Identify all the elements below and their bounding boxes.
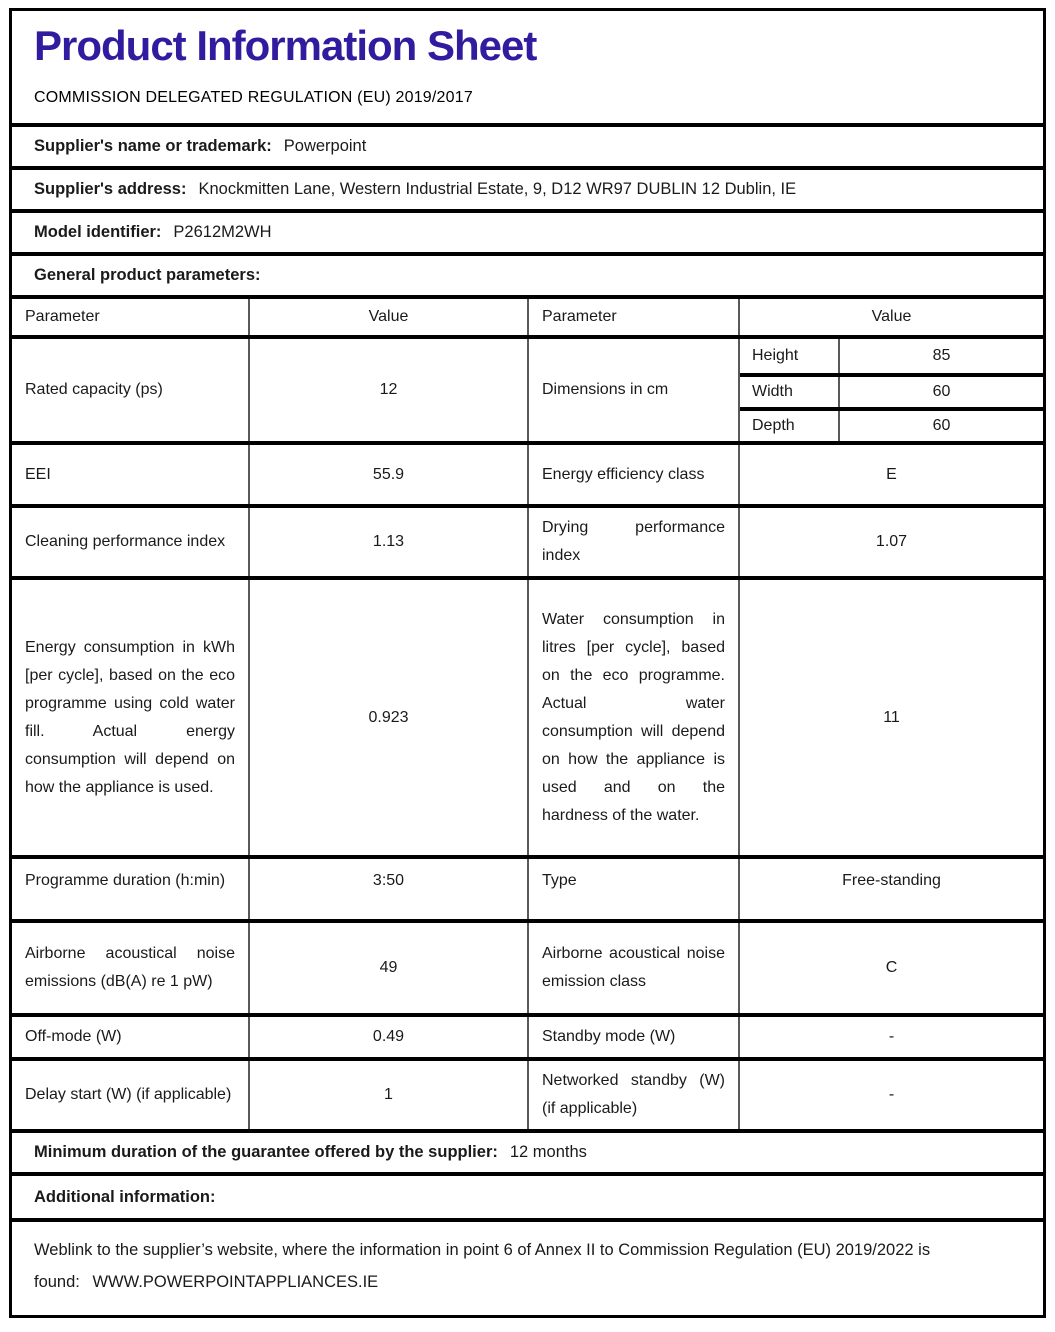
dimension-width-label: Width <box>740 377 840 407</box>
value-noise-emissions: 49 <box>248 923 527 1013</box>
param-noise-emissions: Airborne acoustical noise emissions (dB(A) re 1 pW) <box>25 945 235 990</box>
dimension-depth-label: Depth <box>740 411 840 441</box>
dimension-row-height <box>740 339 1043 373</box>
value-delay-start: 1 <box>248 1061 527 1129</box>
table-row-energy-water-consumption <box>12 576 1043 855</box>
param-rated-capacity: Rated capacity (ps) <box>25 381 163 398</box>
general-parameters-heading: General product parameters: <box>34 266 261 284</box>
value-energy-efficiency-class: E <box>738 445 1043 504</box>
parameters-table <box>12 295 1043 1129</box>
param-energy-efficiency-class: Energy efficiency class <box>527 445 738 504</box>
dimension-row-width <box>740 373 1043 407</box>
param-dimensions: Dimensions in cm <box>527 339 738 441</box>
weblink-row <box>12 1218 1043 1310</box>
dimensions-subtable <box>738 339 1043 441</box>
table-row-delay-start <box>12 1057 1043 1129</box>
table-row-rated-capacity <box>12 335 1043 441</box>
value-energy-consumption: 0.923 <box>248 580 527 855</box>
model-identifier-row <box>12 209 1043 252</box>
table-row-programme-duration <box>12 855 1043 919</box>
param-eei: EEI <box>25 465 51 483</box>
dimension-width-value: 60 <box>932 383 951 400</box>
value-noise-emission-class: C <box>738 923 1043 1013</box>
value-programme-duration: 3:50 <box>248 859 527 919</box>
param-water-consumption: Water consumption in litres [per cycle], based on the eco programme. Actual water consumption will depend on how the appliance is used and on the hardness of the water. <box>527 580 738 855</box>
general-parameters-heading-row <box>12 252 1043 295</box>
param-drying-index: Drying performance index <box>527 508 738 576</box>
param-cleaning-index: Cleaning performance index <box>25 533 226 550</box>
value-eei: 55.9 <box>248 445 527 504</box>
header-parameter-left: Parameter <box>25 308 100 325</box>
param-off-mode: Off-mode (W) <box>25 1028 122 1045</box>
table-row-cleaning-drying <box>12 504 1043 576</box>
table-row-eei <box>12 441 1043 504</box>
regulation-subtitle: COMMISSION DELEGATED REGULATION (EU) 2019/2017 <box>34 89 473 107</box>
dimension-height-value: 85 <box>932 347 951 364</box>
header-value-left: Value <box>248 299 527 335</box>
dimension-row-depth <box>740 407 1043 441</box>
header-parameter-right: Parameter <box>527 299 738 335</box>
table-header-row <box>12 295 1043 335</box>
additional-information-row <box>12 1172 1043 1218</box>
value-type: Free-standing <box>738 859 1043 919</box>
dimension-depth-value: 60 <box>932 417 951 434</box>
param-delay-start: Delay start (W) (if applicable) <box>25 1086 232 1103</box>
guarantee-row <box>12 1129 1043 1172</box>
value-cleaning-index: 1.13 <box>248 508 527 576</box>
value-drying-index: 1.07 <box>738 508 1043 576</box>
value-water-consumption: 11 <box>738 580 1043 855</box>
value-networked-standby: - <box>738 1061 1043 1129</box>
weblink-text: Weblink to the supplier’s website, where the information in point 6 of Annex II to Commission Regulation (EU) 2019/2022 is found: <box>34 1241 931 1291</box>
page-title: Product Information Sheet <box>34 22 537 69</box>
param-type: Type <box>527 859 738 919</box>
supplier-address-label: Supplier's address: <box>34 180 187 198</box>
supplier-address-row <box>12 166 1043 209</box>
supplier-address-value: Knockmitten Lane, Western Industrial Estate, 9, D12 WR97 DUBLIN 12 Dublin, IE <box>198 180 797 198</box>
value-rated-capacity: 12 <box>248 339 527 441</box>
param-networked-standby: Networked standby (W) (if applicable) <box>527 1061 738 1129</box>
sheet-border <box>9 8 1046 1318</box>
guarantee-value: 12 months <box>509 1143 587 1161</box>
title-section <box>12 11 1043 123</box>
param-energy-consumption: Energy consumption in kWh [per cycle], based on the eco programme using cold water fill. Actual energy consumption will depend on how the appliance is used. <box>25 638 235 796</box>
supplier-name-row <box>12 123 1043 166</box>
model-identifier-label: Model identifier: <box>34 223 162 241</box>
param-programme-duration: Programme duration (h:min) <box>25 872 226 889</box>
param-standby-mode: Standby mode (W) <box>527 1017 738 1057</box>
table-row-off-mode <box>12 1013 1043 1057</box>
header-value-right: Value <box>738 299 1043 335</box>
model-identifier-value: P2612M2WH <box>173 223 272 241</box>
supplier-name-label: Supplier's name or trademark: <box>34 137 272 155</box>
value-standby-mode: - <box>738 1017 1043 1057</box>
dimension-height-label: Height <box>740 339 840 373</box>
additional-information-heading: Additional information: <box>34 1187 216 1206</box>
table-row-airborne-noise <box>12 919 1043 1013</box>
supplier-name-value: Powerpoint <box>283 137 367 155</box>
guarantee-label: Minimum duration of the guarantee offered by the supplier: <box>34 1143 498 1161</box>
weblink-url: WWW.POWERPOINTAPPLIANCES.IE <box>92 1273 379 1291</box>
param-noise-emission-class: Airborne acoustical noise emission class <box>527 923 738 1013</box>
value-off-mode: 0.49 <box>248 1017 527 1057</box>
